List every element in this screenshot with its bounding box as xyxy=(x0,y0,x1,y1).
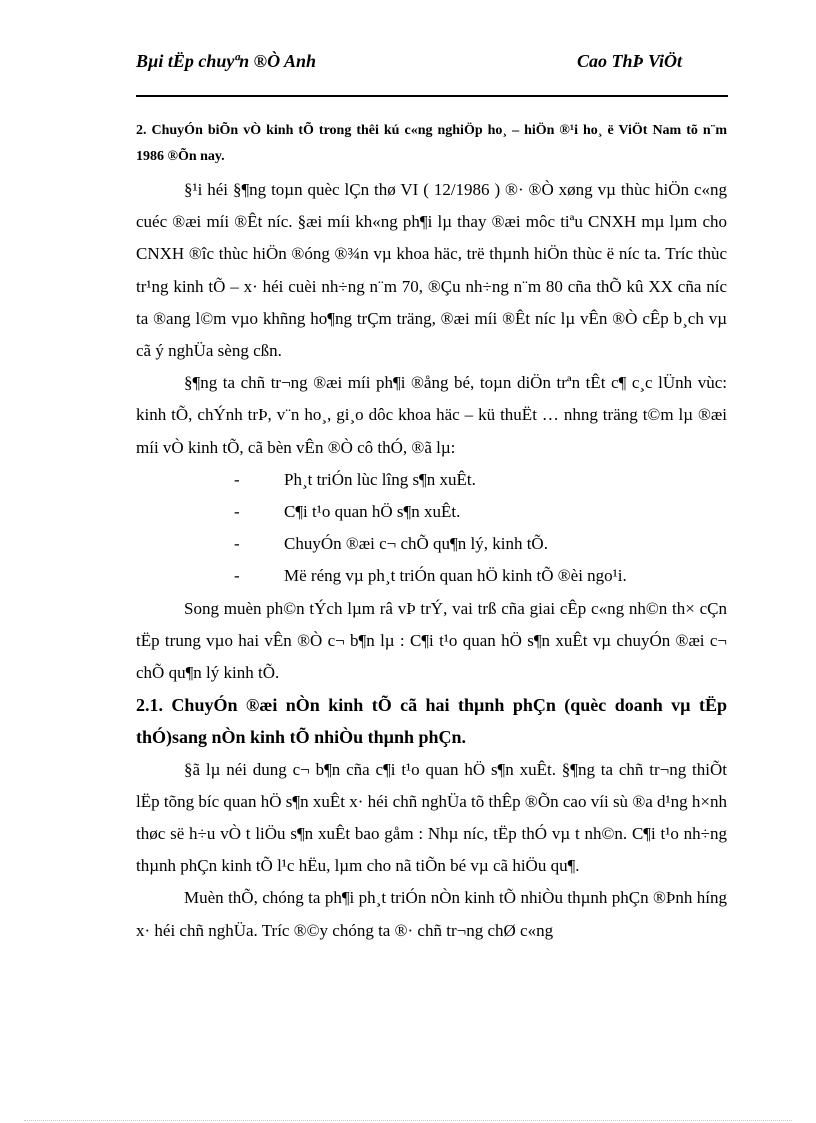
paragraph: Song muèn ph©n tÝch lµm râ vÞ trÝ, vai trß cña giai cÊp c«ng nh©n th× cÇn tËp trung vµo hai vÊn ®Ò c¬ b¶n lµ : C¶i t¹o quan hÖ s¶n xuÊt vµ chuyÓn ®æi c¬ chÕ qu¶n lý kinh tÕ. xyxy=(136,598,727,683)
header-left-title: Bµi tËp chuyªn ®Ò Anh xyxy=(136,51,316,71)
paragraph: §¶ng ta chñ tr¬ng ®æi míi ph¶i ®ång bé, toµn diÖn trªn tÊt c¶ c¸c lÜnh vùc: kinh tÕ, chÝnh trÞ, v¨n ho¸, gi¸o dôc khoa häc – kü thuËt … nhng träng t©m lµ ®æi míi vÒ kinh tÕ, cã bèn vÊn ®Ò cô thÓ, ®ã lµ: xyxy=(136,373,727,457)
list-bullet: - xyxy=(234,502,240,522)
reform-issue-list xyxy=(136,464,727,593)
list-bullet: - xyxy=(234,566,240,586)
document-body xyxy=(136,118,727,947)
list-item xyxy=(136,560,727,592)
list-item xyxy=(136,496,727,528)
section-title: 2. ChuyÓn biÕn vÒ kinh tÕ trong thêi kú c«ng nghiÖp ho¸ – hiÖn ®¹i ho¸ ë ViÖt Nam tõ n¨m 1986 ®Õn nay. xyxy=(136,123,727,164)
paragraph: §ã lµ néi dung c¬ b¶n cña c¶i t¹o quan hÖ s¶n xuÊt. §¶ng ta chñ tr¬ng thiÕt lËp tõng bíc quan hÖ s¶n xuÊt x· héi chñ nghÜa tõ thÊp ®Õn cao víi sù ®a d¹ng h×nh thøc së h÷u vÒ t liÖu s¶n xuÊt bao gåm : Nhµ níc, tËp thÓ vµ t nh©n. C¶i t¹o nh÷ng thµnh phÇn kinh tÕ l¹c hËu, lµm cho nã tiÕn bé vµ cã hiÖu qu¶. xyxy=(136,759,727,876)
list-item-text: Ph¸t triÓn lùc lîng s¶n xuÊt. xyxy=(284,469,476,489)
list-item xyxy=(136,528,727,560)
header-author: Cao ThÞ ViÖt xyxy=(577,51,683,71)
page-bottom-divider xyxy=(24,1120,792,1121)
list-item-text: ChuyÓn ®æi c¬ chÕ qu¶n lý, kinh tÕ. xyxy=(284,534,548,554)
header-divider xyxy=(136,95,728,97)
list-bullet: - xyxy=(234,469,240,489)
list-bullet: - xyxy=(234,534,240,554)
list-item-text: Më réng vµ ph¸t triÓn quan hÖ kinh tÕ ®èi ngo¹i. xyxy=(284,566,627,586)
paragraph: §¹i héi §¶ng toµn quèc lÇn thø VI ( 12/1986 ) ®· ®Ò xøng vµ thùc hiÖn c«ng cuéc ®æi míi ®Êt níc. §æi míi kh«ng ph¶i lµ thay ®æi môc tiªu CNXH mµ lµm cho CNXH ®îc thùc hiÖn ®óng ®¾n vµ khoa häc, trë thµnh hiÖn thùc ë níc ta. Tríc thùc tr¹ng kinh tÕ – x· héi cuèi nh÷ng n¨m 70, ®Çu nh÷ng n¨m 80 cña thÕ kû XX cña níc ta ®ang l©m vµo khñng ho¶ng trÇm träng, ®æi míi ®Êt níc lµ vÊn ®Ò cÊp b¸ch vµ cã ý nghÜa sèng cßn. xyxy=(136,180,727,361)
subsection-title: 2.1. ChuyÓn ®æi nÒn kinh tÕ cã hai thµnh phÇn (quèc doanh vµ tËp thÓ)sang nÒn kinh tÕ nhiÒu thµnh phÇn. xyxy=(136,695,727,748)
list-item-text: C¶i t¹o quan hÖ s¶n xuÊt. xyxy=(284,502,461,522)
list-item xyxy=(136,464,727,496)
paragraph: Muèn thÕ, chóng ta ph¶i ph¸t triÓn nÒn kinh tÕ nhiÒu thµnh phÇn ®Þnh híng x· héi chñ nghÜa. Tríc ®©y chóng ta ®· chñ tr¬ng chØ c«ng xyxy=(136,888,727,940)
